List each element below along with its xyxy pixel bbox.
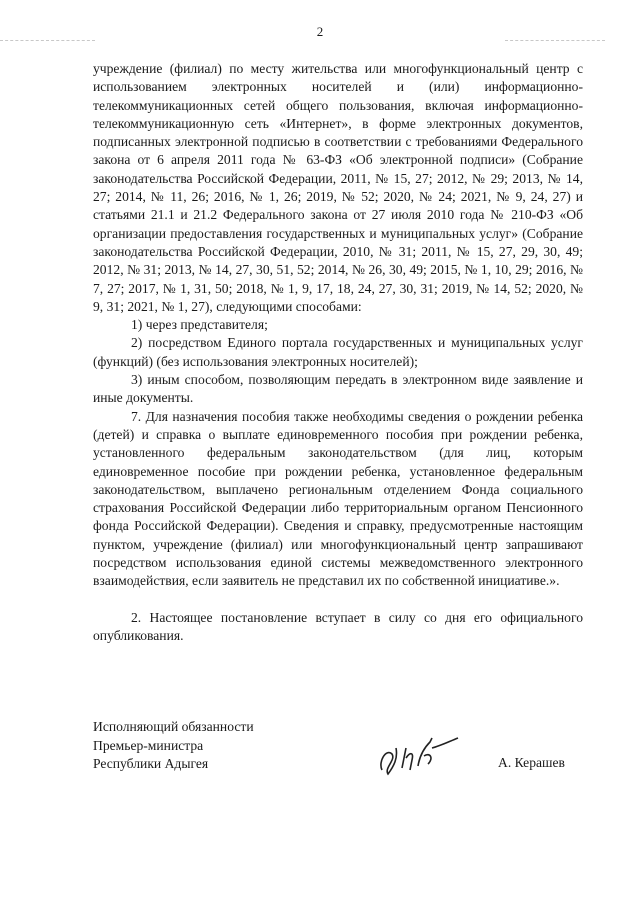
signature-title-block — [93, 718, 254, 774]
handwritten-signature — [372, 718, 462, 780]
document-body — [93, 60, 583, 645]
signature-title-line2: Премьер-министра — [93, 737, 204, 753]
signer-name: А. Керашев — [498, 755, 565, 770]
list-item-2: 2) посредством Единого портала государственных и муниципальных услуг (функций) (без использования электронных носителей); — [93, 335, 583, 369]
scan-mark-right — [505, 40, 605, 42]
paragraph-item-7: 7. Для назначения пособия также необходимы сведения о рождении ребенка (детей) и справка о выплате единовременного пособия при рождении ребенка, установленного федеральным законодательством (для лиц, которым единовременное пособие при рождении ребенка, установленное федеральным законодательством, выплачено региональным отделением Фонда социального страхования Российской Федерации либо территориальным органом Пенсионного фонда Российской Федерации). Сведения и справку, предусмотренные настоящим пунктом, учреждение (филиал) или многофункциональный центр запрашивают посредством использования единой системы межведомственного электронного взаимодействия, если заявитель не представил их по собственной инициативе.». — [93, 408, 583, 589]
list-item-3: 3) иным способом, позволяющим передать в электронном виде заявление и иные документы. — [93, 372, 583, 406]
scan-mark-left — [0, 40, 95, 42]
paragraph-continuation: учреждение (филиал) по месту жительства или многофункциональный центр с использованием электронных носителей и (или) информационно-телекоммуникационных сетей общего пользования, включая информационно-телекоммуникационную сеть «Интернет», в форме электронных документов, подписанных электронной подписью в соответствии с требованиями Федерального закона от 6 апреля 2011 года № 63-ФЗ «Об электронной подписи» (Собрание законодательства Российской Федерации, 2011, № 15, 27; 2012, № 29; 2013, № 14, 27; 2014, № 11, 26; 2016, № 1, 26; 2019, № 52; 2020, № 24; 2021, № 9, 24, 27) и статьями 21.1 и 21.2 Федерального закона от 27 июля 2010 года № 210-ФЗ «Об организации предоставления государственных и муниципальных услуг» (Собрание законодательства Российской Федерации, 2010, № 31; 2011, № 15, 27, 29, 30, 49; 2012, № 31; 2013, № 14, 27, 30, 51, 52; 2014, № 26, 30, 49; 2015, № 1, 10, 29; 2016, № 7, 27; 2017, № 1, 31, 50; 2018, № 1, 9, 17, 18, 24, 27, 30, 31; 2019, № 14, 52; 2020, № 9, 31; 2021, № 1, 27), следующими способами: — [93, 61, 583, 314]
paragraph-effective-date: 2. Настоящее постановление вступает в силу со дня его официального опубликования. — [93, 609, 583, 643]
signature-title-line1: Исполняющий обязанности — [93, 719, 254, 734]
list-item-1: 1) через представителя; — [131, 317, 268, 333]
signature-title-line3: Республики Адыгея — [93, 756, 209, 771]
page-number: 2 — [316, 24, 324, 39]
